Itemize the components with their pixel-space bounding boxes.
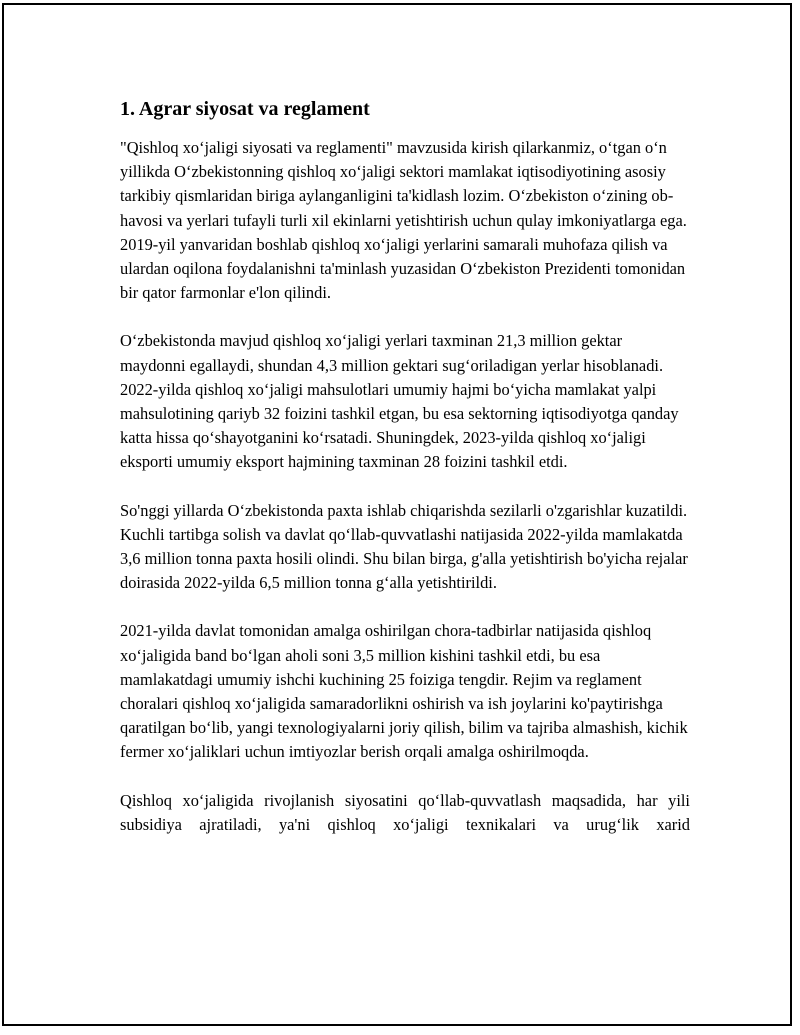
section-heading: 1. Agrar siyosat va reglament	[120, 98, 370, 120]
paragraph-5: Qishloq xoʻjaligida rivojlanish siyosatini qoʻllab-quvvatlash maqsadida, har yili subsidiya ajratiladi, ya'ni qishloq xoʻjaligi texnikalari va urugʻlik xarid	[120, 790, 690, 834]
document-content	[120, 95, 690, 861]
document-page	[2, 3, 792, 1026]
paragraph-4: 2021-yilda davlat tomonidan amalga oshirilgan chora-tadbirlar natijasida qishloq xoʻjaligida band boʻlgan aholi soni 3,5 million kishini tashkil etdi, bu esa mamlakatdagi umumiy ishchi kuchining 25 foiziga tengdir. Rejim va reglament choralari qishloq xoʻjaligida samaradorlikni oshirish va ish joylarini ko'paytirishga qaratilgan boʻlib, yangi texnologiyalarni joriy qilish, bilim va tajriba almashish, kichik fermer xoʻjaliklari uchun imtiyozlar berish orqali amalga oshirilmoqda.	[120, 621, 688, 762]
paragraph-3: So'nggi yillarda Oʻzbekistonda paxta ishlab chiqarishda sezilarli o'zgarishlar kuzatildi. Kuchli tartibga solish va davlat qoʻllab-quvvatlashi natijasida 2022-yilda mamlakatda 3,6 million tonna paxta hosili olindi. Shu bilan birga, g'alla yetishtirish bo'yicha rejalar doirasida 2022-yilda 6,5 million tonna gʻalla yetishtirildi.	[120, 500, 688, 593]
paragraph-1: "Qishloq xoʻjaligi siyosati va reglamenti" mavzusida kirish qilarkanmiz, oʻtgan oʻn yillikda Oʻzbekistonning qishloq xoʻjaligi sektori mamlakat iqtisodiyotining asosiy tarkibiy qismlaridan biriga aylanganligini ta'kidlash lozim. Oʻzbekiston oʻzining ob-havosi va yerlari tufayli turli xil ekinlarni yetishtirish uchun qulay imkoniyatlarga ega. 2019-yil yanvaridan boshlab qishloq xoʻjaligi yerlarini samarali muhofaza qilish va ulardan oqilona foydalanishni ta'minlash yuzasidan Oʻzbekiston Prezidenti tomonidan bir qator farmonlar e'lon qilindi.	[120, 138, 687, 303]
paragraph-2: Oʻzbekistonda mavjud qishloq xoʻjaligi yerlari taxminan 21,3 million gektar maydonni egallaydi, shundan 4,3 million gektari sugʻoriladigan yerlar hisoblanadi. 2022-yilda qishloq xoʻjaligi mahsulotlari umumiy hajmi boʻyicha mamlakat yalpi mahsulotining qariyb 32 foizini tashkil etgan, bu esa sektorning iqtisodiyotga qanday katta hissa qoʻshayotganini koʻrsatadi. Shuningdek, 2023-yilda qishloq xoʻjaligi eksporti umumiy eksport hajmining taxminan 28 foizini tashkil etdi.	[120, 331, 679, 472]
